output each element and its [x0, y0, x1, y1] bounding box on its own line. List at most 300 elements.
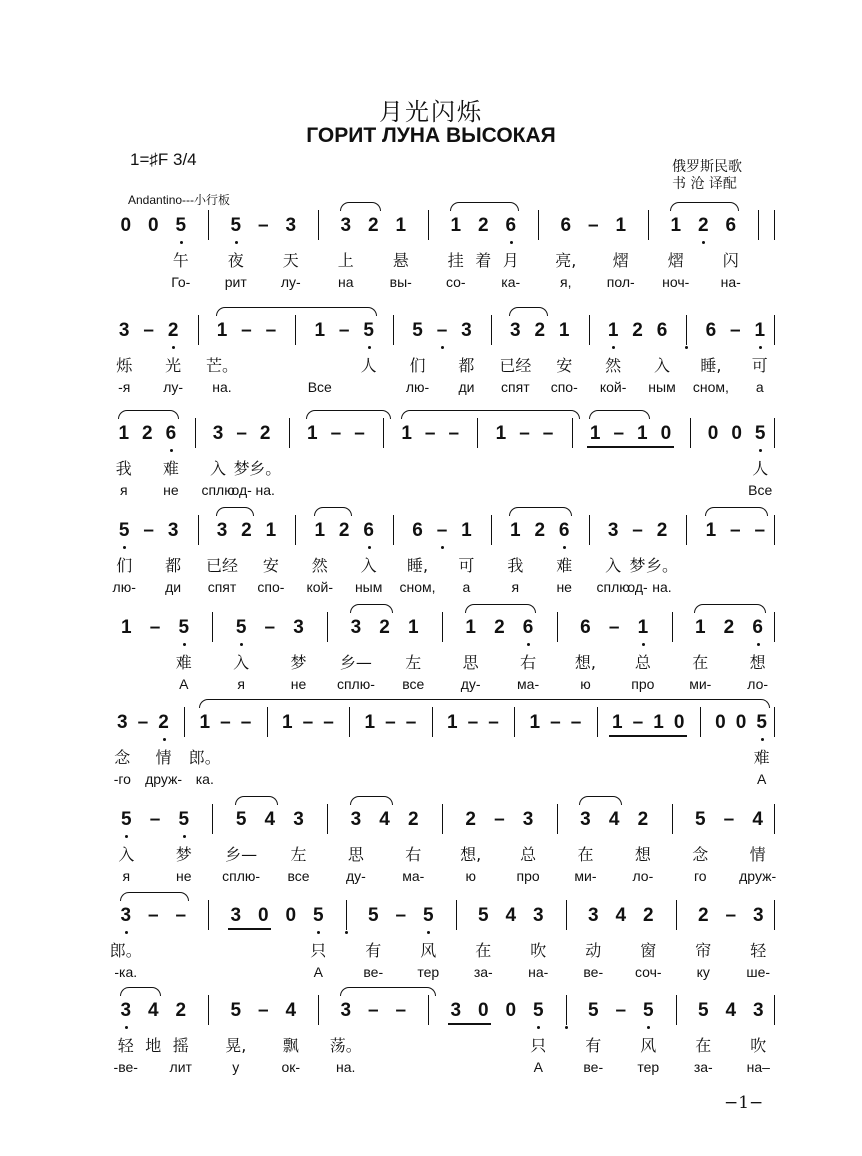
note: –	[570, 712, 582, 733]
note: –	[257, 1000, 269, 1021]
note: 1	[118, 423, 130, 444]
note: 3	[340, 1000, 352, 1021]
lyric-russian: за-	[473, 964, 493, 980]
lyric-russian: все	[402, 676, 425, 692]
note: 2	[534, 320, 546, 341]
lyric-russian: я	[511, 579, 520, 595]
note: 1	[461, 520, 472, 541]
note: 5	[587, 1000, 599, 1021]
lyric-chinese: 着	[475, 251, 492, 270]
lyric-chinese: 睡,	[407, 556, 429, 575]
note: 0	[735, 712, 747, 733]
lyric-chinese: 入	[233, 653, 250, 672]
lyric-russian: спят	[207, 579, 237, 595]
note: 5	[178, 809, 190, 830]
lyric-chinese: 飘	[282, 1036, 299, 1055]
barline	[597, 707, 598, 737]
octave-dot	[125, 931, 128, 934]
note: 5	[412, 320, 423, 341]
barline	[346, 900, 347, 930]
note: 2	[697, 215, 709, 236]
barline	[557, 804, 558, 834]
note: 1	[307, 423, 318, 444]
lyric-russian: лю-	[405, 379, 430, 395]
lyric-russian: за-	[693, 1059, 713, 1075]
lyric-chinese: 左	[290, 845, 307, 864]
barline	[672, 612, 673, 642]
lyric-russian: друж-	[145, 771, 183, 787]
tie-slur	[199, 699, 770, 708]
note: –	[338, 320, 350, 341]
lyric-russian: на.	[652, 579, 672, 595]
barline	[442, 612, 443, 642]
lyric-chinese: 上	[337, 251, 354, 270]
lyric-chinese: 摇	[172, 1036, 189, 1055]
barline	[774, 900, 775, 930]
note: 3	[230, 905, 242, 926]
note: 2	[379, 617, 390, 638]
lyric-russian: сплю-	[336, 676, 375, 692]
lyric-chinese: 想,	[574, 653, 597, 672]
note: 1	[450, 215, 462, 236]
lyric-chinese: 我	[115, 459, 132, 478]
lyric-chinese: 想	[749, 653, 766, 672]
lyric-chinese: 熠	[667, 251, 684, 270]
note: 5	[175, 215, 187, 236]
note: 5	[532, 1000, 544, 1021]
lyric-chinese: 然	[311, 556, 328, 575]
lyric-russian: на.	[255, 482, 275, 498]
lyric-russian: не	[290, 676, 307, 692]
note: 2	[637, 809, 649, 830]
lyric-chinese: 乡。	[249, 459, 282, 478]
note: 3	[350, 809, 362, 830]
barline	[456, 900, 457, 930]
lyric-chinese: 人	[752, 459, 769, 478]
lyric-russian: ло-	[632, 868, 654, 884]
lyric-russian: ным	[648, 379, 676, 395]
note: 0	[505, 1000, 517, 1021]
note: 1	[694, 617, 706, 638]
note: 6	[412, 520, 423, 541]
note: 6	[725, 215, 737, 236]
lyric-chinese: 有	[585, 1036, 602, 1055]
tie-slur	[314, 507, 352, 516]
lyric-chinese: 然	[605, 356, 622, 375]
note: –	[257, 215, 269, 236]
barline	[589, 515, 590, 545]
note: 2	[142, 423, 153, 444]
note: 2	[494, 617, 505, 638]
octave-dot	[163, 738, 166, 741]
lyric-russian: сплю	[596, 579, 630, 595]
note: 4	[505, 905, 517, 926]
note: –	[143, 520, 154, 541]
tie-slur	[216, 507, 254, 516]
note: –	[264, 617, 276, 638]
tempo-marking: Andantino---小行板	[128, 193, 231, 207]
note: 2	[534, 520, 546, 541]
lyric-chinese: 念	[692, 845, 709, 864]
lyric-russian: ди	[458, 379, 475, 395]
note: –	[436, 520, 448, 541]
lyric-chinese: 芒。	[205, 356, 238, 375]
note: 0	[673, 712, 685, 733]
tie-slur	[589, 410, 650, 419]
note: –	[385, 712, 396, 733]
lyric-russian: ным	[354, 579, 383, 595]
lyric-russian: а	[755, 379, 764, 395]
note: –	[330, 423, 342, 444]
note: –	[519, 423, 530, 444]
note: 0	[477, 1000, 489, 1021]
barline	[491, 315, 492, 345]
note: 3	[350, 617, 362, 638]
tie-slur	[401, 410, 580, 419]
note: –	[542, 423, 554, 444]
tie-slur	[350, 604, 393, 613]
lyric-chinese: 熠	[612, 251, 629, 270]
lyric-russian: лит	[169, 1059, 192, 1075]
note: 1	[401, 423, 412, 444]
barline	[672, 804, 673, 834]
note: 5	[312, 905, 324, 926]
lyric-russian: А	[533, 1059, 543, 1075]
note: 5	[230, 215, 242, 236]
note: –	[405, 712, 417, 733]
barline	[327, 612, 328, 642]
note: 0	[660, 423, 672, 444]
tie-slur	[216, 307, 377, 316]
note: 1	[607, 320, 619, 341]
lyric-chinese: 轻	[117, 1036, 134, 1055]
lyric-chinese: 梦	[233, 459, 250, 478]
note: 1	[558, 320, 570, 341]
lyric-russian: сплю-	[222, 868, 261, 884]
lyric-chinese: 都	[165, 556, 182, 575]
note: 6	[165, 423, 177, 444]
note: –	[587, 215, 599, 236]
lyric-russian: спо-	[550, 379, 578, 395]
note: 1	[447, 712, 458, 733]
note: –	[754, 520, 766, 541]
note: 3	[118, 320, 130, 341]
note: 3	[167, 520, 179, 541]
note: 3	[285, 215, 297, 236]
barline	[690, 418, 691, 448]
lyric-chinese: 荡。	[329, 1036, 362, 1055]
note: 1	[265, 520, 277, 541]
note: –	[424, 423, 436, 444]
note: 1	[314, 520, 326, 541]
lyric-russian: ве-	[583, 964, 604, 980]
octave-dot	[757, 643, 760, 646]
lyric-chinese: 吹	[530, 941, 547, 960]
lyric-chinese: 乡—	[339, 653, 372, 672]
lyric-chinese: 地	[145, 1036, 162, 1055]
note: 4	[264, 809, 276, 830]
lyric-russian: а	[462, 579, 471, 595]
barline	[686, 515, 687, 545]
note: 6	[505, 215, 517, 236]
lyric-russian: ка-	[501, 274, 521, 290]
barline	[428, 995, 429, 1025]
note: 2	[259, 423, 271, 444]
tie-slur	[120, 892, 189, 901]
note: 5	[363, 320, 374, 341]
barline	[774, 804, 775, 834]
barline	[208, 210, 209, 240]
note: 5	[118, 520, 130, 541]
note: 0	[147, 215, 159, 236]
note: –	[613, 423, 625, 444]
note: 6	[752, 617, 763, 638]
note: –	[149, 809, 161, 830]
note: 3	[532, 905, 544, 926]
lyric-chinese: 入	[210, 459, 227, 478]
note: 0	[285, 905, 297, 926]
lyric-russian: лу-	[163, 379, 184, 395]
note: –	[632, 712, 644, 733]
lyric-chinese: 可	[458, 556, 475, 575]
lyric-russian: соч-	[634, 964, 662, 980]
lyric-russian: ка.	[195, 771, 214, 787]
lyric-russian: я	[237, 676, 245, 692]
note: –	[323, 712, 334, 733]
lyric-russian: ма-	[402, 868, 425, 884]
eighth-underline	[587, 446, 674, 448]
lyric-chinese: 总	[520, 845, 537, 864]
lyric-chinese: 闪	[722, 251, 739, 270]
lyric-chinese: 情	[749, 845, 766, 864]
note: –	[220, 712, 231, 733]
note: 6	[705, 320, 717, 341]
lyric-chinese: 月	[502, 251, 519, 270]
barline	[774, 515, 775, 545]
lyric-russian: ма-	[517, 676, 540, 692]
note: –	[265, 320, 277, 341]
barline	[432, 707, 433, 737]
barline	[572, 418, 573, 448]
lyric-chinese: 入	[653, 356, 670, 375]
lyric-chinese: 情	[155, 748, 172, 767]
lyric-chinese: 挂	[447, 251, 464, 270]
note: 6	[656, 320, 668, 341]
lyric-chinese: 难	[162, 459, 179, 478]
note: 2	[241, 520, 252, 541]
octave-dot	[441, 346, 444, 349]
note: 4	[379, 809, 390, 830]
note: 1	[465, 617, 476, 638]
note: –	[494, 809, 505, 830]
barline	[327, 804, 328, 834]
lyric-russian: А	[313, 964, 323, 980]
lyric-chinese: 在	[692, 653, 709, 672]
note: 1	[510, 520, 521, 541]
note: 3	[752, 1000, 764, 1021]
note: 4	[752, 809, 763, 830]
lyric-chinese: 有	[365, 941, 382, 960]
tie-slur	[579, 796, 622, 805]
lyric-russian: ди	[165, 579, 182, 595]
note: 1	[705, 520, 717, 541]
note: 2	[477, 215, 489, 236]
lyric-russian: кой-	[599, 379, 627, 395]
barline	[289, 418, 290, 448]
note: 5	[230, 1000, 242, 1021]
note: –	[175, 905, 187, 926]
octave-dot	[427, 931, 430, 934]
tie-slur	[350, 796, 393, 805]
note: 6	[558, 520, 570, 541]
tie-slur	[509, 507, 572, 516]
barline	[514, 707, 515, 737]
barline	[318, 995, 319, 1025]
barline	[557, 612, 558, 642]
lyric-chinese: 帘	[695, 941, 712, 960]
lyric-chinese: 左	[405, 653, 422, 672]
note: 1	[395, 215, 407, 236]
lyric-russian: я,	[560, 274, 572, 290]
note: 5	[697, 1000, 709, 1021]
note: 2	[158, 712, 169, 733]
lyric-chinese: 光	[165, 356, 182, 375]
barline	[758, 210, 759, 240]
note: 4	[147, 1000, 159, 1021]
note: 4	[608, 809, 620, 830]
note: 2	[697, 905, 709, 926]
note: 1	[637, 423, 648, 444]
barline	[318, 210, 319, 240]
barline	[349, 707, 350, 737]
lyric-chinese: 风	[640, 1036, 657, 1055]
note: 5	[477, 905, 489, 926]
lyric-russian: лу-	[280, 274, 301, 290]
barline	[566, 900, 567, 930]
note: 5	[756, 712, 767, 733]
octave-dot	[183, 643, 186, 646]
lyric-russian: друж-	[739, 868, 777, 884]
lyric-chinese: 已经	[499, 356, 532, 375]
octave-dot	[612, 346, 615, 349]
tie-slur	[340, 987, 437, 996]
note: 5	[694, 809, 706, 830]
note: 4	[615, 905, 627, 926]
note: –	[143, 320, 154, 341]
lyric-russian: у	[232, 1059, 240, 1075]
note: –	[550, 712, 561, 733]
tie-slur	[670, 202, 739, 211]
note: –	[395, 1000, 407, 1021]
note: 5	[754, 423, 766, 444]
note: 5	[367, 905, 379, 926]
lyric-russian: Все	[748, 482, 773, 498]
octave-dot	[759, 449, 762, 452]
octave-dot	[183, 835, 186, 838]
barline	[208, 995, 209, 1025]
lyric-russian: не	[163, 482, 179, 498]
lyric-chinese: 只	[530, 1036, 547, 1055]
note: 2	[167, 320, 179, 341]
octave-dot	[647, 1026, 650, 1029]
barline	[774, 612, 775, 642]
note: 0	[257, 905, 269, 926]
note: 0	[731, 423, 742, 444]
lyric-russian: сплю	[201, 482, 235, 498]
barline	[686, 315, 687, 345]
note: 1	[589, 423, 601, 444]
barline	[198, 315, 199, 345]
tie-slur	[306, 410, 391, 419]
lyric-russian: -я	[118, 379, 131, 395]
note: 2	[367, 215, 379, 236]
eighth-underline	[228, 928, 272, 930]
song-title-chinese: 月光闪烁	[379, 98, 483, 126]
note: –	[395, 905, 407, 926]
note: –	[367, 1000, 379, 1021]
note: 3	[450, 1000, 462, 1021]
barline	[774, 315, 775, 345]
note: 1	[216, 320, 228, 341]
lyric-russian: про	[516, 868, 540, 884]
octave-dot	[125, 835, 128, 838]
eighth-underline	[609, 735, 687, 737]
lyric-russian: ку	[696, 964, 710, 980]
lyric-chinese: 念	[114, 748, 131, 767]
lyric-russian: А	[757, 771, 767, 787]
lyric-russian: ду-	[460, 676, 481, 692]
note: 3	[580, 809, 591, 830]
note: 1	[364, 712, 376, 733]
barline	[295, 315, 296, 345]
lyric-russian: го	[693, 868, 707, 884]
octave-dot	[441, 546, 444, 549]
lyric-russian: ми-	[574, 868, 597, 884]
lyric-chinese: 想	[634, 845, 651, 864]
lyric-russian: рит	[224, 274, 247, 290]
note: 1	[121, 617, 132, 638]
lyric-chinese: 风	[420, 941, 437, 960]
note: 3	[293, 809, 304, 830]
barline	[700, 707, 701, 737]
note: 5	[235, 617, 247, 638]
octave-dot	[368, 546, 371, 549]
lyric-chinese: 在	[695, 1036, 712, 1055]
lyric-chinese: 亮,	[555, 251, 577, 270]
lyric-russian: ю	[465, 868, 476, 884]
tie-slur	[120, 987, 162, 996]
barline	[198, 515, 199, 545]
barline	[491, 515, 492, 545]
octave-dot	[125, 1026, 128, 1029]
lyric-chinese: 思	[462, 653, 479, 672]
note: 0	[707, 423, 719, 444]
lyric-chinese: 已经	[205, 556, 238, 575]
note: 5	[178, 617, 190, 638]
lyric-chinese: 右	[520, 653, 537, 672]
barline	[212, 804, 213, 834]
note: 5	[235, 809, 247, 830]
note: 5	[642, 1000, 654, 1021]
lyric-russian: ноч-	[662, 274, 690, 290]
tie-slur	[450, 202, 519, 211]
lyric-russian: не	[556, 579, 572, 595]
barline	[774, 707, 775, 737]
barline	[589, 315, 590, 345]
note: 3	[216, 520, 228, 541]
lyric-chinese: 入	[605, 556, 622, 575]
note: 6	[580, 617, 591, 638]
